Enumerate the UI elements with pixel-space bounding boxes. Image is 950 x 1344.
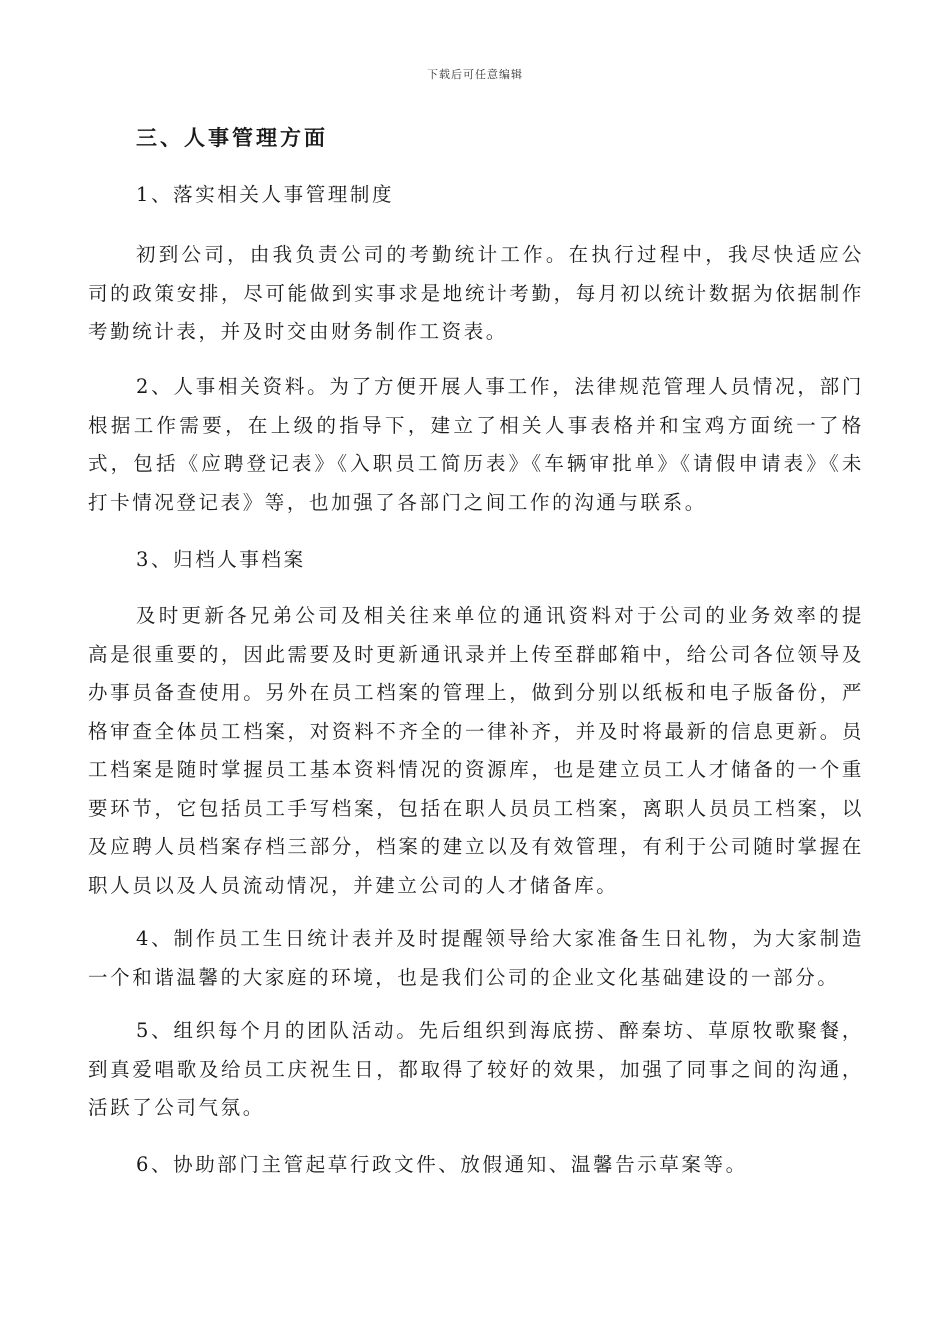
item1-title: 1、落实相关人事管理制度 xyxy=(136,183,395,206)
item3-body: 及时更新各兄弟公司及相关往来单位的通讯资料对于公司的业务效率的提高是很重要的，因此需要及时更新通讯录并上传至群邮箱中，给公司各位领导及办事员备查使用。另外在员工档案的管理上，做到分别以纸板和电子版备份，严格审查全体员工档案，对资料不齐全的一律补齐，并及时将最新的信息更新。员工档案是随时掌握员工基本资料情况的资源库，也是建立员工人才储备的一个重要环节，它包括员工手写档案，包括在职人员员工档案，离职人员员工档案，以及应聘人员档案存档三部分，档案的建立以及有效管理，有利于公司随时掌握在职人员以及人员流动情况，并建立公司的人才储备库。 xyxy=(88,604,864,897)
item2-body: 2、人事相关资料。为了方便开展人事工作，法律规范管理人员情况，部门根据工作需要，在上级的指导下，建立了相关人事表格并和宝鸡方面统一了格式，包括《应聘登记表》《入职员工简历表》《车辆审批单》《请假申请表》《未打卡情况登记表》等，也加强了各部门之间工作的沟通与联系。 xyxy=(88,375,864,514)
item1-body: 初到公司，由我负责公司的考勤统计工作。在执行过程中，我尽快适应公司的政策安排，尽可能做到实事求是地统计考勤，每月初以统计数据为依据制作考勤统计表，并及时交由财务制作工资表。 xyxy=(88,243,864,343)
item5-body: 5、组织每个月的团队活动。先后组织到海底捞、醉秦坊、草原牧歌聚餐，到真爱唱歌及给员工庆祝生日，都取得了较好的效果，加强了同事之间的沟通，活跃了公司气氛。 xyxy=(88,1019,864,1119)
header-note: 下载后可任意编辑 xyxy=(427,68,523,81)
section-title: 三、人事管理方面 xyxy=(136,126,328,150)
item6-title: 6、协助部门主管起草行政文件、放假通知、温馨告示草案等。 xyxy=(136,1153,748,1176)
item3-title: 3、归档人事档案 xyxy=(136,548,306,571)
item4-body: 4、制作员工生日统计表并及时提醒领导给大家准备生日礼物，为大家制造一个和谐温馨的大家庭的环境，也是我们公司的企业文化基础建设的一部分。 xyxy=(88,927,864,989)
